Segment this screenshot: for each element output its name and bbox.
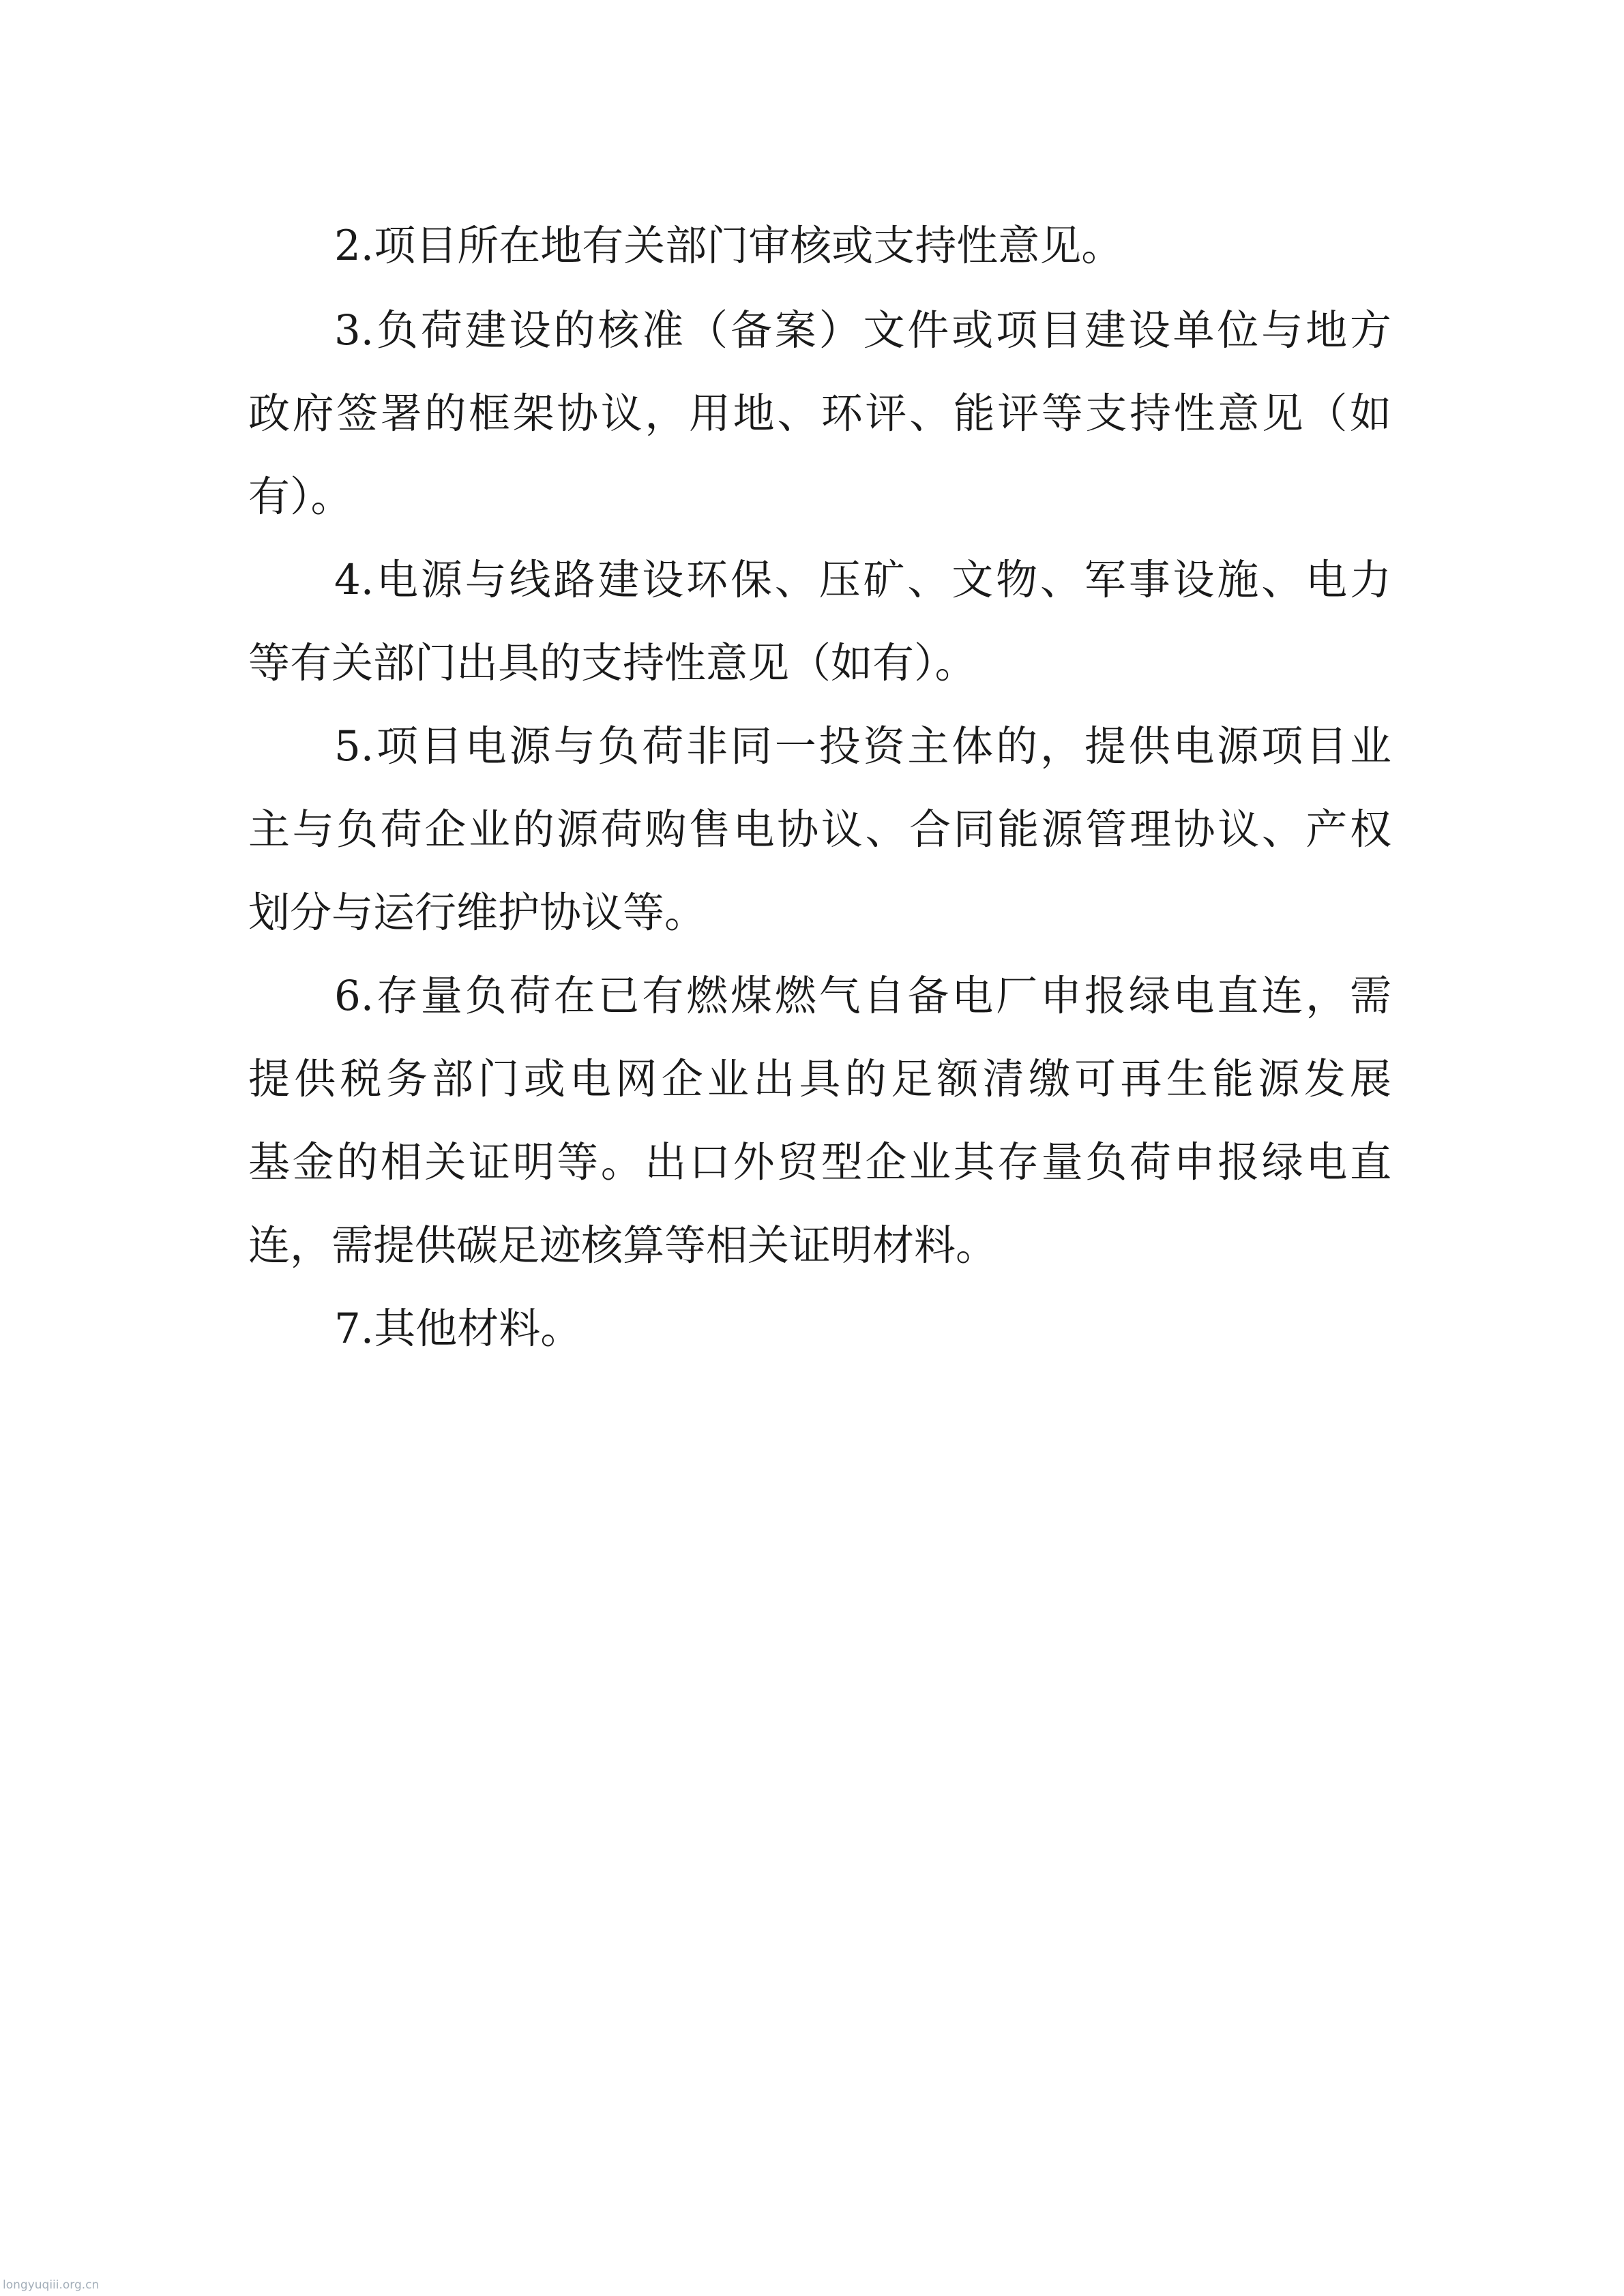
paragraph-line: 7.其他材料。 bbox=[334, 1304, 582, 1353]
paragraph-line: 连，需提供碳足迹核算等相关证明材料。 bbox=[248, 1221, 998, 1270]
paragraph-line: 等有关部门出具的支持性意见（如有）。 bbox=[248, 639, 977, 687]
paragraph-line: 4.电源与线路建设环保、压矿、文物、军事设施、电力 bbox=[334, 556, 1391, 604]
site-watermark: longyuqiii.org.cn bbox=[3, 2278, 100, 2292]
paragraph-line: 政府签署的框架协议，用地、环评、能评等支持性意见（如 bbox=[248, 389, 1391, 438]
paragraph-line: 主与负荷企业的源荷购售电协议、合同能源管理协议、产权 bbox=[248, 805, 1391, 854]
paragraph-line: 有）。 bbox=[248, 473, 353, 521]
paragraph-line: 5.项目电源与负荷非同一投资主体的，提供电源项目业 bbox=[334, 722, 1391, 771]
paragraph-line: 3.负荷建设的核准（备案）文件或项目建设单位与地方 bbox=[334, 306, 1391, 355]
paragraph-line: 6.存量负荷在已有燃煤燃气自备电厂申报绿电直连，需 bbox=[334, 972, 1391, 1020]
paragraph-line: 2.项目所在地有关部门审核或支持性意见。 bbox=[334, 222, 1123, 270]
paragraph-line: 划分与运行维护协议等。 bbox=[248, 889, 707, 937]
paragraph-line: 提供税务部门或电网企业出具的足额清缴可再生能源发展 bbox=[248, 1055, 1391, 1103]
paragraph-line: 基金的相关证明等。出口外贸型企业其存量负荷申报绿电直 bbox=[248, 1138, 1391, 1187]
